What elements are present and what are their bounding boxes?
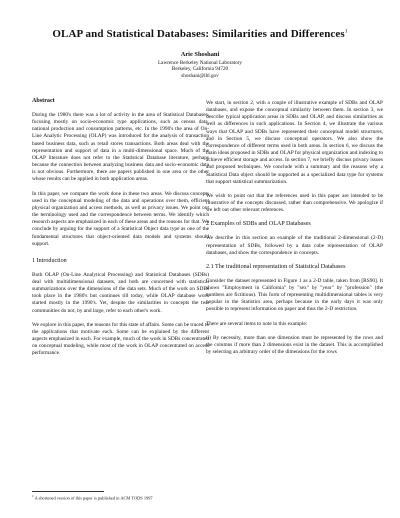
author-city: Berkeley, California 94720 xyxy=(171,66,229,73)
right-paragraph-1: We start, in section 2, with a couple of illustrative example of SDBs and OLAP databases, and expose the conceptual similarity between them. In section 3, we describe typical application areas in SDBs and OLAP, and discuss similarities as well as differences in such applications. In Section 4, we illustrate the various ways that OLAP and SDBs have represented their conceptual model structures, and in Section 5, we discuss conceptual operators. We also show the correspondence of different terms used in both areas. In section 6, we discuss the main ideas proposed in SDBs and OLAP for physical organization and indexing to achieve efficient storage and access. In section 7, we briefly discuss privacy issues and proposed techniques. We conclude with a summary and the reasons why a Statistical Data object should be supported as a specialized data type for systems that support statistical summarization. xyxy=(206,100,383,185)
author-name: Arie Shoshani xyxy=(180,51,220,58)
abstract-paragraph-1: During the 1980's there was a lot of activity in the area of Statistical Databases, focusing mostly on socio-economic type applications, such as census data, national production and consumption patterns, etc. In the 1990's the area of On-Line Analytic Processing (OLAP) was introduced for the analysis of transaction based business data, such as retail stores transactions. Both areas deal with the representation and support of data in a multi-dimensional space. Much of the OLAP literature does not refer to the Statistical Database literature, perhaps because the connection between analyzing business data and socio-economic data is not obvious. Furthermore, there are papers published in one area or the other whose results can be applied in both application areas. xyxy=(32,112,209,183)
section21-paragraph-1: Consider the dataset represented in Figure 1 as a 2-D table, taken from [RS90]. It shows "Employment in California" by "sex" by "year" by "profession" (the numbers are fictitious). This form of representing multidimensional tables is very popular in the Statistics area, perhaps because in the early days it was only possible to represent information on paper and thus the 2-D restriction. xyxy=(206,277,383,313)
author-block xyxy=(100,52,300,80)
title-text: OLAP and Statistical Databases: Similarities and Differences xyxy=(52,28,345,40)
footnote-text: A shortened version of this paper is published in ACM TODS 1997 xyxy=(34,495,153,501)
intro-paragraph-2: We explore in this paper, the reasons for this state of affairs. Some can be traced to the applications that motivate each. Some can be explained by the different aspects emphasized in each. For example, much of the work in SDBs concentrated on conceptual modeling, while most of the work in OLAP concentrated on access performance. xyxy=(32,321,209,357)
abstract-paragraph-2: In this paper, we compare the work done in these two areas. We discuss concepts used in the conceptual modeling of the data and operations over them, efficient physical organization and access methods, as well as privacy issues. We point out the terminology used and the correspondence between terms. We identify which research aspects are emphasized in each of these areas and the reasons for that. We conclude by arguing for the support of a Statistical Object data type as one of the fundamental structures that object-oriented data models and systems should support. xyxy=(32,190,209,247)
right-column xyxy=(206,100,383,363)
intro-paragraph-1: Both OLAP (On-Line Analytical Processing) and Statistical Databases (SDBs) deal with multidimensional datasets, and both are concerned with statistical summarizations over the dimensions of the data sets. Much of the work on SDBs took place in the 1980's but continues till today, while OLAP database work started mostly in the 1990's. Yet, despite the similarities in concepts the two communities do not, by and large, refer to each other's work. xyxy=(32,271,209,314)
section21-heading: 2.1 The traditional representation of Statistical Databases xyxy=(206,263,346,270)
section2-paragraph: We describe in this section an example of the traditional 2-dimensional (2-D) representation of SDBs, followed by a data cube representation of OLAP databases, and show the correspondence in concepts. xyxy=(206,235,383,256)
section2-heading: 2 Examples of SDBs and OLAP Databases xyxy=(206,221,311,228)
author-email: shoshani@lbl.gov xyxy=(181,73,219,80)
title-footnote-mark: 1 xyxy=(344,28,348,35)
section21-paragraph-3: (i) By necessity, more than one dimension must be represented by the rows and the columns if more than 2 dimensions exist in the dataset. This is accomplished by selecting an arbitrary order of the dimensions for the rows xyxy=(206,334,383,356)
abstract-heading: Abstract xyxy=(32,98,55,104)
section21-paragraph-2: There are several items to note in this example: xyxy=(206,320,308,327)
footnote xyxy=(32,494,209,501)
footnote-divider xyxy=(32,491,104,492)
author-affiliation: Lawrence Berkeley National Laboratory xyxy=(158,59,242,66)
footnote-mark: 1 xyxy=(32,494,34,498)
intro-heading: 1 Introduction xyxy=(32,257,67,264)
right-paragraph-2: We wish to point out that the references used in this paper are intended to be illustrative of the concepts discussed, rather than comprehensive. We apologize if we left out other relevant references. xyxy=(206,192,383,214)
left-column xyxy=(32,98,209,365)
paper-title xyxy=(20,28,380,40)
